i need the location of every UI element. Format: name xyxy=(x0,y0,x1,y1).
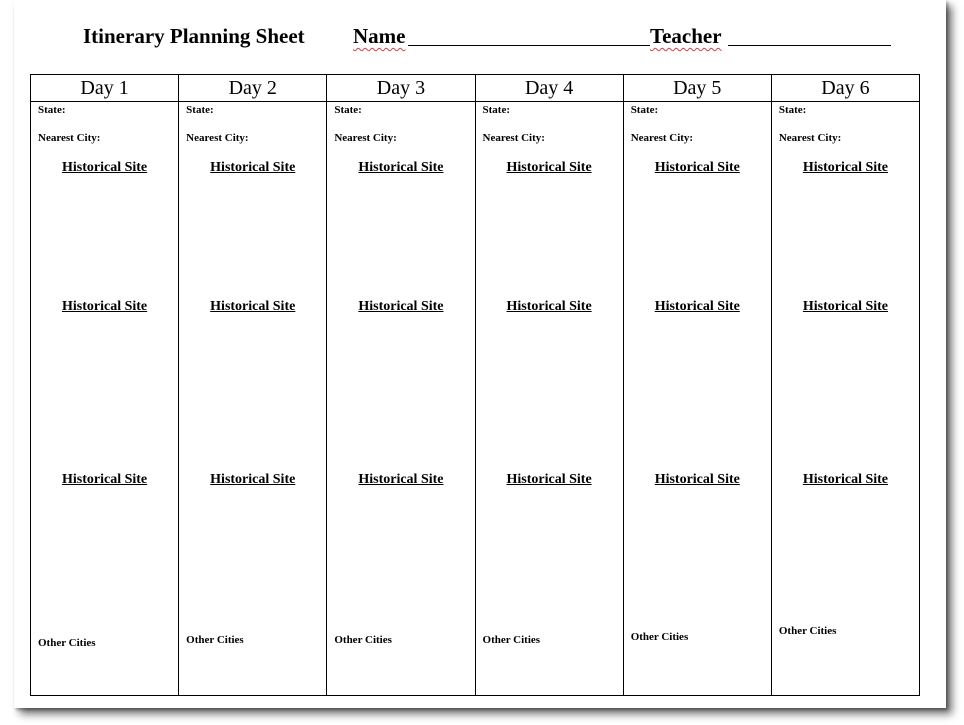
historical-site-label: Historical Site xyxy=(358,472,444,487)
day-header: Day 3 xyxy=(327,75,474,102)
name-blank-line xyxy=(408,45,650,46)
historical-site-label: Historical Site xyxy=(506,160,592,175)
historical-site-label: Historical Site xyxy=(210,160,296,175)
itinerary-table xyxy=(30,74,920,696)
historical-site-label: Historical Site xyxy=(654,472,740,487)
teacher-blank-line xyxy=(728,45,891,46)
historical-site-label: Historical Site xyxy=(210,299,296,314)
day-header: Day 4 xyxy=(476,75,623,102)
nearest-city-label: Nearest City: xyxy=(630,132,694,144)
other-cities-label: Other Cities xyxy=(334,634,392,646)
historical-site-label: Historical Site xyxy=(62,299,148,314)
state-label: State: xyxy=(38,104,66,116)
historical-site-label: Historical Site xyxy=(654,160,740,175)
nearest-city-label: Nearest City: xyxy=(186,132,249,144)
historical-site-label: Historical Site xyxy=(802,160,889,175)
state-label: State: xyxy=(630,104,659,116)
state-label: State: xyxy=(778,104,807,116)
other-cities-label: Other Cities xyxy=(778,625,837,637)
name-label: Name xyxy=(353,24,406,48)
historical-site-label: Historical Site xyxy=(210,472,296,487)
day-header: Day 1 xyxy=(31,75,178,102)
nearest-city-label: Nearest City: xyxy=(334,132,397,144)
historical-site-label: Historical Site xyxy=(802,472,889,487)
teacher-label: Teacher xyxy=(650,24,722,48)
day-column xyxy=(624,75,772,695)
historical-site-label: Historical Site xyxy=(506,472,592,487)
historical-site-label: Historical Site xyxy=(802,299,889,314)
worksheet-header xyxy=(14,24,946,50)
other-cities-label: Other Cities xyxy=(186,634,244,646)
historical-site-label: Historical Site xyxy=(358,299,444,314)
state-label: State: xyxy=(186,104,214,116)
historical-site-label: Historical Site xyxy=(358,160,444,175)
nearest-city-label: Nearest City: xyxy=(38,132,101,144)
historical-site-label: Historical Site xyxy=(62,160,148,175)
nearest-city-label: Nearest City: xyxy=(778,132,842,144)
day-column xyxy=(327,75,475,695)
historical-site-label: Historical Site xyxy=(654,299,740,314)
day-column xyxy=(772,75,919,695)
state-label: State: xyxy=(334,104,362,116)
nearest-city-label: Nearest City: xyxy=(482,132,545,144)
day-header: Day 6 xyxy=(772,75,919,102)
historical-site-label: Historical Site xyxy=(506,299,592,314)
day-column xyxy=(31,75,179,695)
day-column xyxy=(476,75,624,695)
other-cities-label: Other Cities xyxy=(482,634,541,646)
day-header: Day 5 xyxy=(624,75,771,102)
state-label: State: xyxy=(482,104,511,116)
worksheet-page xyxy=(14,0,946,708)
page-title: Itinerary Planning Sheet xyxy=(83,24,305,48)
day-header: Day 2 xyxy=(179,75,326,102)
historical-site-label: Historical Site xyxy=(62,472,148,487)
other-cities-label: Other Cities xyxy=(38,637,96,649)
other-cities-label: Other Cities xyxy=(630,631,689,643)
day-column xyxy=(179,75,327,695)
